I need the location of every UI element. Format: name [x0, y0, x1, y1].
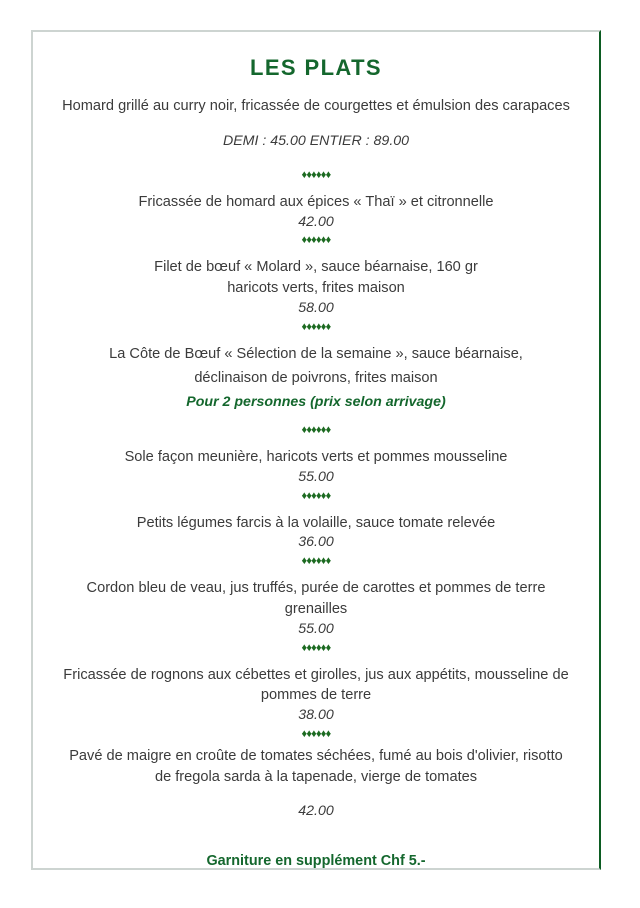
menu-content — [33, 32, 599, 870]
diamond-divider-icon: ♦♦♦♦♦♦ — [301, 641, 331, 654]
menu-item-price: DEMI : 45.00 ENTIER : 89.00 — [222, 132, 410, 149]
page-title: LES PLATS — [250, 55, 382, 80]
supplement-note: Garniture en supplément Chf 5.- — [206, 853, 426, 870]
menu-item — [47, 746, 585, 822]
spacer — [47, 248, 585, 257]
spacer — [47, 837, 585, 852]
diamond-divider-icon: ♦♦♦♦♦♦ — [301, 320, 331, 333]
spacer — [47, 152, 585, 167]
spacer — [47, 335, 585, 344]
menu-item-description: pommes de terre — [260, 687, 372, 704]
menu-item-description: Sole façon meunière, haricots verts et pommes mousseline — [124, 449, 508, 465]
spacer — [47, 504, 585, 513]
spacer — [47, 787, 585, 802]
diamond-divider-icon: ♦♦♦♦♦♦ — [301, 555, 331, 568]
menu-item-description: Filet de bœuf « Molard », sauce béarnaise, 160 gr — [154, 259, 478, 276]
diamond-divider-icon: ♦♦♦♦♦♦ — [301, 234, 331, 247]
menu-item — [47, 447, 585, 488]
menu-item-description: Fricassée de homard aux épices « Thaï » et citronnelle — [138, 193, 494, 210]
menu-item-description: déclinaison de poivrons, frites maison — [194, 370, 438, 387]
diamond-divider-icon: ♦♦♦♦♦♦ — [301, 727, 331, 740]
spacer — [47, 656, 585, 665]
menu-item-description: Pavé de maigre en croûte de tomates séchées, fumé au bois d'olivier, risotto — [69, 747, 563, 764]
menu-item-price: 38.00 — [298, 706, 334, 723]
menu-item-price: 55.00 — [298, 620, 334, 637]
diamond-divider-icon: ♦♦♦♦♦♦ — [301, 489, 331, 502]
menu-item-note: Pour 2 personnes (prix selon arrivage) — [186, 394, 446, 411]
menu-item-description: Petits légumes farcis à la volaille, sauce tomate relevée — [136, 514, 496, 531]
menu-item — [47, 96, 585, 152]
menu-item — [47, 513, 585, 554]
menu-item-description: Homard grillé au curry noir, fricassée de courgettes et émulsion des carapaces — [62, 98, 570, 115]
menu-item-price: 36.00 — [298, 534, 334, 551]
spacer — [47, 569, 585, 578]
diamond-divider-icon: ♦♦♦♦♦♦ — [301, 424, 331, 436]
menu-item-description: grenailles — [284, 600, 348, 617]
menu-item-description: Fricassée de rognons aux cébettes et girolles, jus aux appétits, mousseline de — [63, 666, 569, 683]
menu-item — [47, 665, 585, 726]
menu-page — [31, 30, 601, 870]
spacer — [47, 413, 585, 422]
spacer — [47, 117, 585, 132]
menu-item — [47, 257, 585, 318]
diamond-divider-icon: ♦♦♦♦♦♦ — [301, 168, 331, 181]
spacer — [47, 438, 585, 447]
menu-item-price: 42.00 — [298, 803, 334, 820]
menu-item-price: 58.00 — [298, 299, 334, 316]
spacer — [47, 822, 585, 837]
menu-item — [47, 344, 585, 413]
menu-item-description: Cordon bleu de veau, jus truffés, purée de carottes et pommes de terre — [86, 580, 546, 597]
menu-item — [47, 578, 585, 639]
menu-item-description: de fregola sarda à la tapenade, vierge de tomates — [154, 768, 478, 785]
menu-item-description: La Côte de Bœuf « Sélection de la semaine », sauce béarnaise, — [109, 345, 523, 362]
menu-item-description: haricots verts, frites maison — [227, 280, 405, 297]
spacer — [47, 183, 585, 192]
menu-item — [47, 192, 585, 233]
menu-item-price: 42.00 — [298, 213, 334, 230]
menu-item-price: 55.00 — [298, 468, 334, 485]
